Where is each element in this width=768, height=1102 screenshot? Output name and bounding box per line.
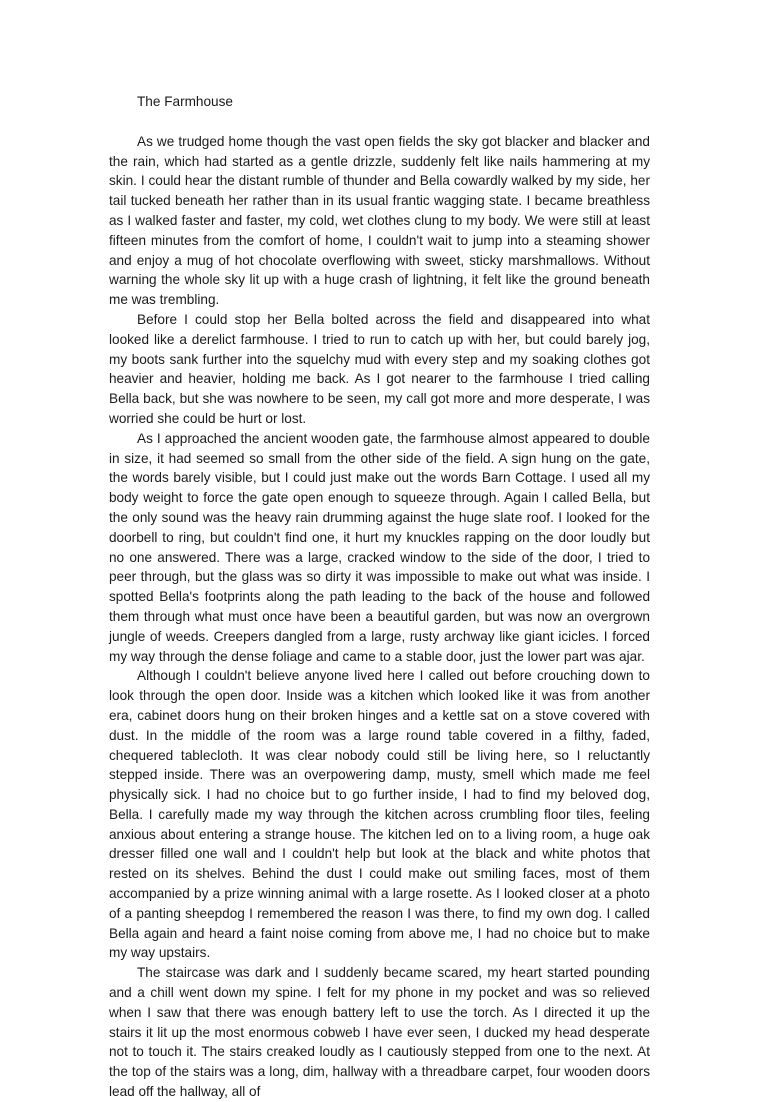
paragraph-4: Although I couldn't believe anyone lived here I called out before crouching down to look through the open door. Inside was a kitchen which looked like it was from another era, cabinet doors hung on their broken hinges and a kettle sat on a stove covered with dust. In the middle of the room was a large round table covered in a filthy, faded, chequered tablecloth. It was clear nobody could still be living here, so I reluctantly stepped inside. There was an overpowering damp, musty, smell which made me feel physically sick. I had no choice but to go further inside, I had to find my beloved dog, Bella. I carefully made my way through the kitchen across crumbling floor tiles, feeling anxious about entering a strange house. The kitchen led on to a living room, a huge oak dresser filled one wall and I couldn't help but look at the black and white photos that rested on its shelves. Behind the dust I could make out smiling faces, most of them accompanied by a prize winning animal with a large rosette. As I looked closer at a photo of a panting sheepdog I remembered the reason I was there, to find my own dog. I called Bella again and heard a faint noise coming from above me, I had no choice but to make my way upstairs. bbox=[109, 668, 650, 961]
document-page bbox=[109, 92, 650, 1102]
paragraph-2: Before I could stop her Bella bolted across the field and disappeared into what looked like a derelict farmhouse. I tried to run to catch up with her, but could barely jog, my boots sank further into the squelchy mud with every step and my soaking clothes got heavier and heavier, holding me back. As I got nearer to the farmhouse I tried calling Bella back, but she was nowhere to be seen, my call got more and more desperate, I was worried she could be hurt or lost. bbox=[109, 311, 650, 426]
paragraph-1: As we trudged home though the vast open fields the sky got blacker and blacker and the rain, which had started as a gentle drizzle, suddenly felt like nails hammering at my skin. I could hear the distant rumble of thunder and Bella cowardly walked by my side, her tail tucked beneath her rather than in its usual frantic wagging state. I became breathless as I walked faster and faster, my cold, wet clothes clung to my body. We were still at least fifteen minutes from the comfort of home, I couldn't wait to jump into a steaming shower and enjoy a mug of hot chocolate overflowing with sweet, sticky marshmallows. Without warning the whole sky lit up with a huge crash of lightning, it felt like the ground beneath me was trembling. bbox=[109, 133, 650, 308]
paragraph-5: The staircase was dark and I suddenly became scared, my heart started pounding and a chill went down my spine. I felt for my phone in my pocket and was so relieved when I saw that there was enough battery left to use the torch. As I directed it up the stairs it lit up the most enormous cobweb I have ever seen, I ducked my head desperate not to touch it. The stairs creaked loudly as I cautiously stepped from one to the next. At the top of the stairs was a long, dim, hallway with a threadbare carpet, four wooden doors lead off the hallway, all of bbox=[109, 965, 650, 1100]
document-title: The Farmhouse bbox=[137, 94, 233, 109]
paragraph-3: As I approached the ancient wooden gate, the farmhouse almost appeared to double in size, it had seemed so small from the other side of the field. A sign hung on the gate, the words barely visible, but I could just make out the words Barn Cottage. I used all my body weight to force the gate open enough to squeeze through. Again I called Bella, but the only sound was the heavy rain drumming against the huge slate roof. I looked for the doorbell to ring, but couldn't find one, it hurt my knuckles rapping on the door loudly but no one answered. There was a large, cracked window to the side of the door, I tried to peer through, but the glass was so dirty it was impossible to make out what was inside. I spotted Bella's footprints along the path leading to the back of the house and followed them through what must once have been a beautiful garden, but was now an overgrown jungle of weeds. Creepers dangled from a large, rusty archway like giant icicles. I forced my way through the dense foliage and came to a stable door, just the lower part was ajar. bbox=[109, 430, 650, 664]
